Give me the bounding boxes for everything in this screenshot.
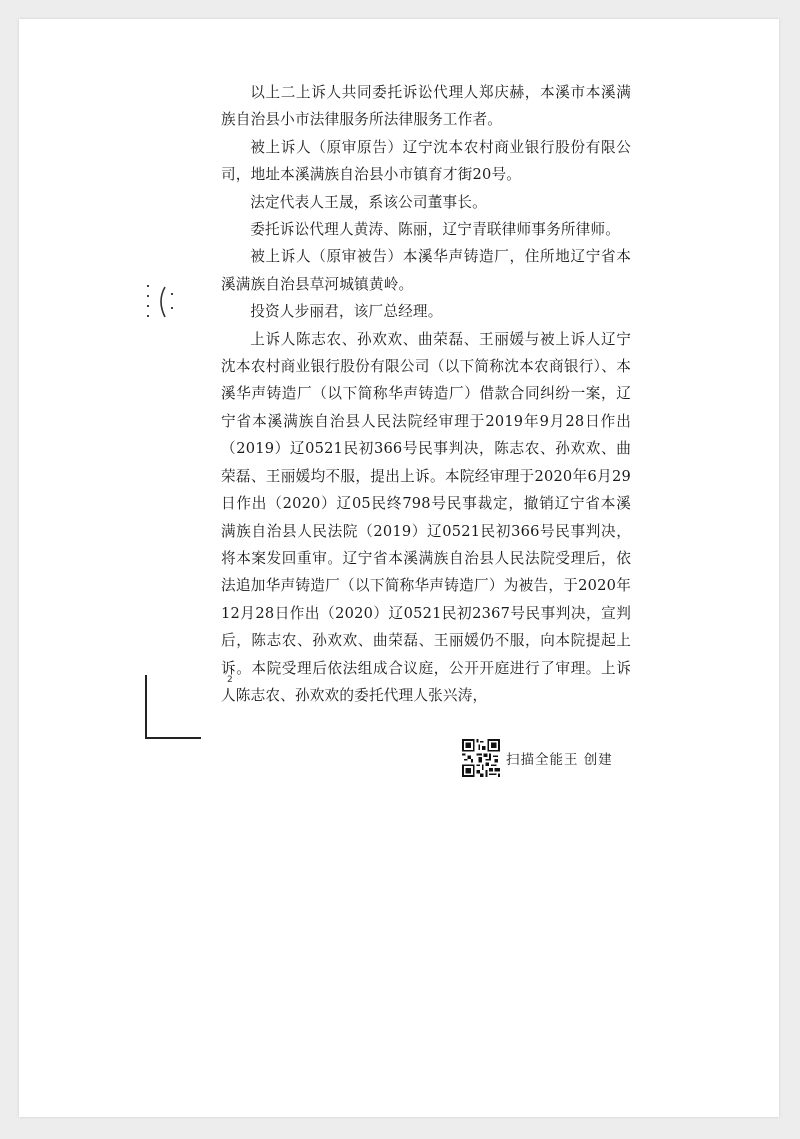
watermark-label: 扫描全能王 创建 (506, 752, 613, 768)
paragraph-appellant-agent: 以上二上诉人共同委托诉讼代理人郑庆赫，本溪市本溪满族自治县小市法律服务所法律服务工作者。 (221, 84, 631, 129)
paragraph-appellee-bank: 被上诉人（原审原告）辽宁沈本农村商业银行股份有限公司，地址本溪满族自治县小市镇育才街20号。 (221, 138, 631, 184)
scanner-watermark (462, 739, 613, 777)
crop-mark-vertical (145, 675, 147, 739)
document-page (19, 19, 779, 1117)
document-body (221, 79, 631, 709)
paragraph-case-history: 上诉人陈志农、孙欢欢、曲荣磊、王丽媛与被上诉人辽宁沈本农村商业银行股份有限公司（以下简称沈本农商银行）、本溪华声铸造厂（以下简称华声铸造厂）借款合同纠纷一案，辽宁省本溪满族自治县人民法院经审理于2019年9月28日作出（2019）辽0521民初366号民事判决，陈志农、孙欢欢、曲荣磊、王丽媛均不服，提出上诉。本院经审理于2020年6月29日作出（2020）辽05民终798号民事裁定，撤销辽宁省本溪满族自治县人民法院（2019）辽0521民初366号民事判决，将本案发回重审。辽宁省本溪满族自治县人民法院受理后，依法追加华声铸造厂（以下简称华声铸造厂）为被告，于2020年12月28日作出（2020）辽0521民初2367号民事判决，宣判后，陈志农、孙欢欢、曲荣磊、王丽媛仍不服，向本院提起上诉。本院受理后依法组成合议庭，公开开庭进行了审理。上诉人陈志农、孙欢欢的委托代理人张兴涛， (221, 330, 631, 704)
binding-hole-marks (145, 281, 179, 325)
crop-mark-horizontal (145, 737, 201, 739)
paragraph-bank-lawyers: 委托诉讼代理人黄涛、陈丽，辽宁青联律师事务所律师。 (250, 221, 621, 239)
qr-code-icon (462, 739, 500, 777)
paragraph-appellee-foundry: 被上诉人（原审被告）本溪华声铸造厂，住所地辽宁省本溪满族自治县草河城镇黄岭。 (221, 248, 631, 293)
paragraph-investor: 投资人步丽君，该厂总经理。 (250, 303, 443, 321)
page-number: 2 (227, 675, 233, 685)
paragraph-legal-representative: 法定代表人王晟，系该公司董事长。 (250, 193, 487, 211)
